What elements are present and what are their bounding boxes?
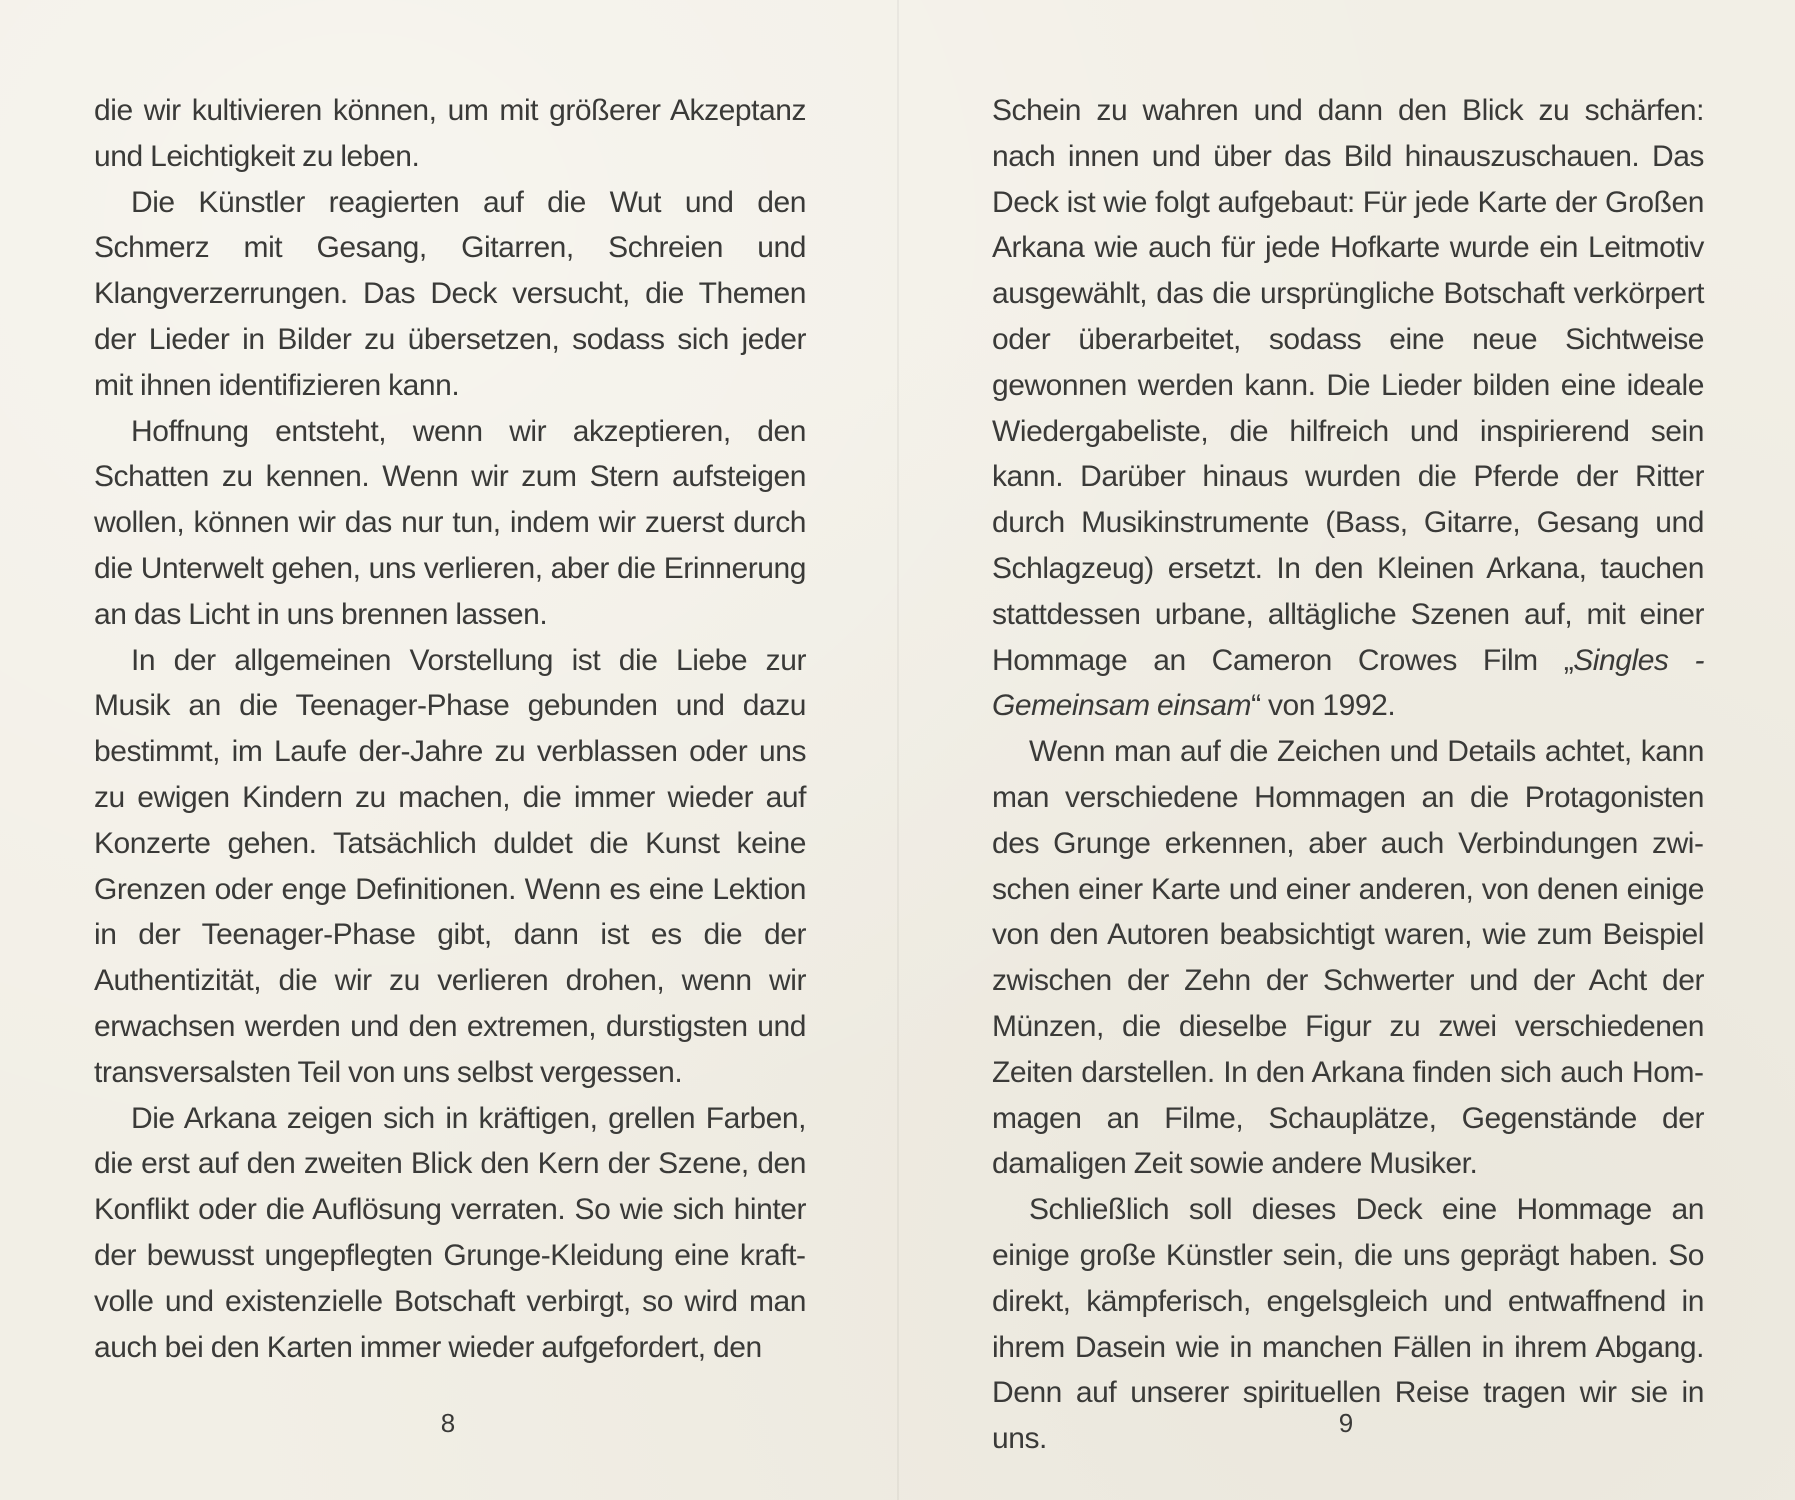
- paragraph: Hoffnung entsteht, wenn wir akzeptieren, den Schatten zu kennen. Wenn wir zum Stern aufsteigen wollen, können wir das nur tun, indem wir zuerst durch die Unterwelt gehen, uns verlieren, aber die Erinnerung an das Licht in uns brennen lassen.: [94, 414, 806, 631]
- paragraph: Die Arkana zeigen sich in kräftigen, grellen Farben, die erst auf den zweiten Blick den Kern der Szene, den Konflikt oder die Auflösung verraten. So wie sich hinter der bewusst ungepflegten Grunge-Kleidung eine kraftvolle und existenzielle Botschaft verbirgt, so wird man auch bei den Karten immer wieder aufgefordert, den: [94, 1101, 806, 1364]
- paragraph: In der allgemeinen Vorstellung ist die Liebe zur Musik an die Teenager-Phase gebunden und dazu bestimmt, im Laufe der-Jahre zu verblassen oder uns zu ewigen Kindern zu machen, die immer wieder auf Konzerte gehen. Tatsächlich duldet die Kunst keine Grenzen oder enge Definitionen. Wenn es eine Lektion in der Teenager-Phase gibt, dann ist es die der Authentizität, die wir zu verlieren drohen, wenn wir erwachsen werden und den extremen, durstigsten und transversalsten Teil von uns selbst vergessen.: [94, 643, 806, 1089]
- gutter: [897, 0, 899, 1500]
- page-number: 9: [1338, 1408, 1354, 1438]
- film-open-quote: „: [1563, 643, 1574, 677]
- paragraph: Schließlich soll dieses Deck eine Hommage an einige große Künstler sein, die uns geprägt haben. So direkt, kämpferisch, engelsgleich und entwaffnend in ihrem Dasein wie in manchen Fällen in ihrem Abgang. Denn auf unserer spirituellen Reise tragen wir sie in uns.: [992, 1193, 1704, 1456]
- paragraph-text: Schein zu wahren und dann den Blick zu schärfen: nach innen und über das Bild hinauszuschauen. Das Deck ist wie folgt aufgebaut: Für jede Karte der Großen Arkana wie auch für jede Hofkarte wurde ein Leitmotiv ausgewählt, das die ursprüngliche Botschaft verkörpert oder überarbeitet, sodass eine neue Sichtweise gewonnen werden kann. Die Lieder bilden eine ideale Wiedergabeliste, die hilfreich und inspirierend sein kann. Darüber hinaus wurden die Pferde der Ritter durch Musikinstrumente (Bass, Gitarre, Gesang und Schlagzeug) ersetzt. In den Kleinen Arkana, tauchen stattdessen urbane, alltägliche Szenen auf, mit einer Hommage an Cameron Crowes Film: [992, 94, 1704, 677]
- right-page: [992, 88, 1704, 1462]
- film-year: “ von 1992.: [1251, 689, 1396, 723]
- page-number: 8: [440, 1408, 456, 1438]
- left-page: [94, 88, 806, 1370]
- film-title: Singles - Gemeinsam einsam: [992, 643, 1704, 723]
- paragraph: die wir kultivieren können, um mit größerer Akzeptanz und Leichtigkeit zu leben.: [94, 94, 806, 173]
- paragraph: Wenn man auf die Zeichen und Details achtet, kann man verschiedene Hommagen an die Protagonisten des Grunge erkennen, aber auch Verbindungen zwischen einer Karte und einer anderen, von denen einige von den Autoren beabsichtigt waren, wie zum Beispiel zwischen der Zehn der Schwerter und der Acht der Münzen, die dieselbe Figur zu zwei verschiedenen Zeiten darstellen. In den Arkana finden sich auch Hommagen an Filme, Schauplätze, Gegenstände der damaligen Zeit sowie andere Musiker.: [992, 735, 1704, 1181]
- paragraph: [992, 88, 1704, 729]
- paragraph: Die Künstler reagierten auf die Wut und den Schmerz mit Gesang, Gitarren, Schreien und Klangverzerrungen. Das Deck versucht, die Themen der Lieder in Bilder zu übersetzen, sodass sich jeder mit ihnen identifizieren kann.: [94, 185, 806, 402]
